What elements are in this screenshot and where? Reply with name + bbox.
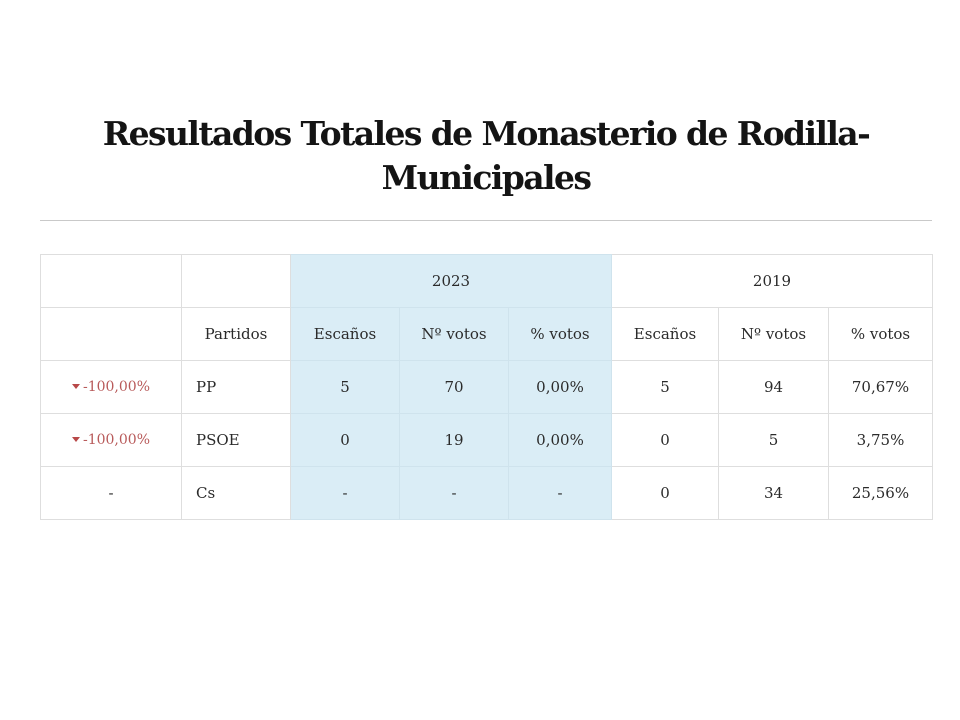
pct-2023-cell: 0,00% [509, 361, 612, 414]
table-row [41, 361, 933, 414]
year-header-row [41, 255, 933, 308]
title-divider [40, 220, 932, 221]
votos-2019-cell: 94 [719, 361, 829, 414]
caret-down-icon [72, 437, 80, 442]
party-cell: Cs [182, 467, 291, 520]
change-cell [41, 361, 182, 414]
empty-header-cell [41, 255, 182, 308]
col-header-pct-2023: % votos [509, 308, 612, 361]
results-table [40, 254, 933, 520]
page-title: Resultados Totales de Monasterio de Rodilla- Municipales [102, 114, 870, 197]
column-header-row [41, 308, 933, 361]
party-cell: PP [182, 361, 291, 414]
change-cell: - [41, 467, 182, 520]
change-value: -100,00% [82, 432, 151, 448]
escanos-2023-cell: 0 [291, 414, 400, 467]
pct-2019-cell: 25,56% [829, 467, 933, 520]
year-header-2019: 2019 [612, 255, 933, 308]
table-row [41, 467, 933, 520]
caret-down-icon [72, 384, 80, 389]
col-header-pct-2019: % votos [829, 308, 933, 361]
col-header-escanos-2023: Escaños [291, 308, 400, 361]
escanos-2023-cell: 5 [291, 361, 400, 414]
change-cell [41, 414, 182, 467]
col-header-partidos: Partidos [182, 308, 291, 361]
col-header-votos-2019: Nº votos [719, 308, 829, 361]
escanos-2019-cell: 5 [612, 361, 719, 414]
votos-2023-cell: 19 [400, 414, 509, 467]
party-cell: PSOE [182, 414, 291, 467]
pct-2019-cell: 3,75% [829, 414, 933, 467]
col-header-votos-2023: Nº votos [400, 308, 509, 361]
year-header-2023: 2023 [291, 255, 612, 308]
change-value: -100,00% [82, 379, 151, 395]
votos-2019-cell: 34 [719, 467, 829, 520]
pct-2019-cell: 70,67% [829, 361, 933, 414]
table-row [41, 414, 933, 467]
votos-2019-cell: 5 [719, 414, 829, 467]
votos-2023-cell: 70 [400, 361, 509, 414]
escanos-2019-cell: 0 [612, 467, 719, 520]
votos-2023-cell: - [400, 467, 509, 520]
escanos-2023-cell: - [291, 467, 400, 520]
pct-2023-cell: 0,00% [509, 414, 612, 467]
pct-2023-cell: - [509, 467, 612, 520]
escanos-2019-cell: 0 [612, 414, 719, 467]
empty-header-cell [182, 255, 291, 308]
empty-header-cell [41, 308, 182, 361]
col-header-escanos-2019: Escaños [612, 308, 719, 361]
